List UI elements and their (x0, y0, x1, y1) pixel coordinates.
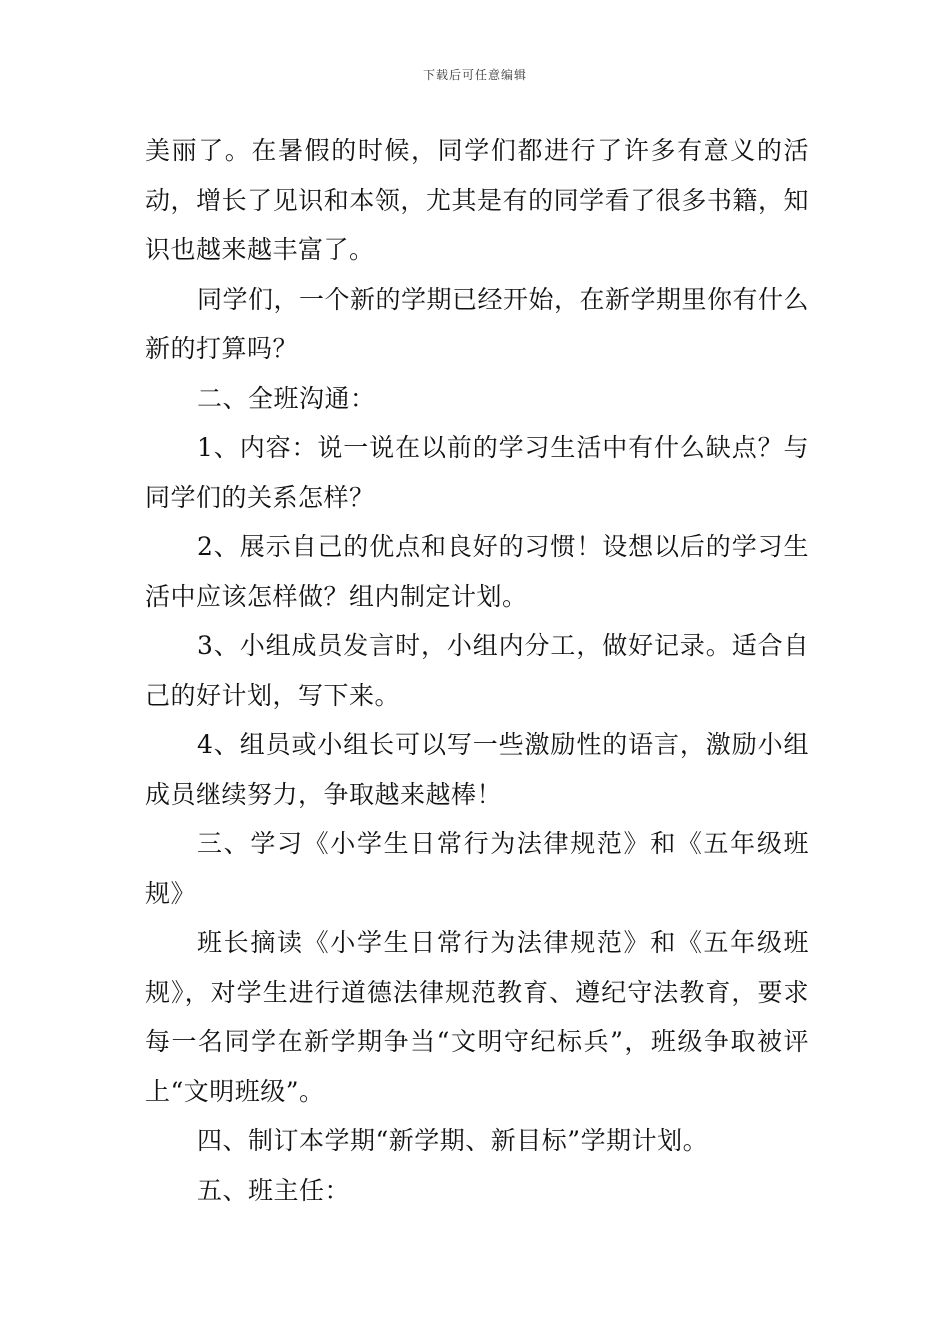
list-item-1-content: 1、内容：说一说在以前的学习生活中有什么缺点？与同学们的关系怎样？ (145, 433, 809, 512)
list-item-4-encouragement: 4、组员或小组长可以写一些激励性的语言，激励小组成员继续努力，争取越来越棒！ (145, 730, 809, 809)
paragraph-monitor-reading: 班长摘读《小学生日常行为法律规范》和《五年级班规》，对学生进行道德法律规范教育、遵纪守法教育，要求每一名同学在新学期争当“文明守纪标兵”，班级争取被评上“文明班级”。 (145, 928, 809, 1106)
section-heading-class-communication: 二、全班沟通： (197, 383, 376, 413)
list-item-2-show-strengths: 2、展示自己的优点和良好的习惯！设想以后的学习生活中应该怎样做？组内制定计划。 (145, 532, 809, 611)
header-note: 下载后可任意编辑 (422, 68, 527, 82)
paragraph-intro-continued: 美丽了。在暑假的时候，同学们都进行了许多有意义的活动，增长了见识和本领，尤其是有的同学看了很多书籍，知识也越来越丰富了。 (145, 136, 809, 264)
section-heading-study-rules: 三、学习《小学生日常行为法律规范》和《五年级班规》 (145, 829, 809, 908)
section-heading-head-teacher: 五、班主任： (197, 1175, 351, 1205)
list-item-3-group-speaking: 3、小组成员发言时，小组内分工，做好记录。适合自己的好计划，写下来。 (145, 631, 809, 710)
section-heading-semester-plan: 四、制订本学期“新学期、新目标”学期计划。 (197, 1126, 709, 1155)
paragraph-new-plans-question: 同学们，一个新的学期已经开始，在新学期里你有什么新的打算吗？ (145, 284, 810, 363)
document-body (145, 126, 809, 1215)
